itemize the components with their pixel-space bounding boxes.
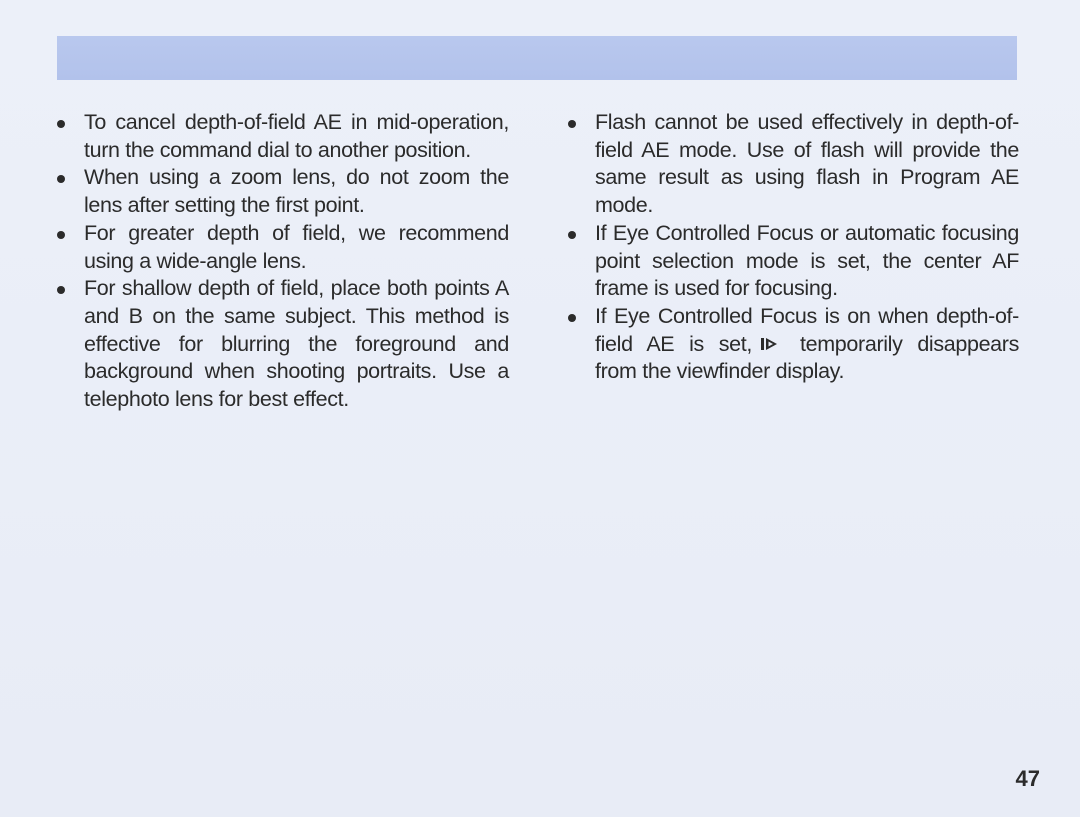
list-item (54, 109, 509, 164)
list-item (54, 220, 509, 275)
bullet-icon (568, 231, 576, 239)
list-item (565, 109, 1019, 220)
bullet-icon (568, 314, 576, 322)
bullet-text: If Eye Controlled Focus or automatic focusing point selection mode is set, the center AF frame is used for focusing. (595, 220, 1019, 301)
bullet-icon (57, 286, 65, 294)
bullet-text: To cancel depth-of-field AE in mid-operation, turn the command dial to another position. (84, 110, 509, 162)
bullet-icon (57, 120, 65, 128)
page-number: 47 (1015, 766, 1040, 791)
bullet-text: For shallow depth of field, place both points A and B on the same subject. This method is effective for blurring the foreground and background when shooting portraits. Use a telephoto lens for best effect. (84, 276, 509, 412)
list-item (565, 220, 1019, 303)
list-item (565, 303, 1019, 386)
list-item (54, 164, 509, 219)
list-item (54, 275, 509, 414)
bullet-text-before-icon: If Eye Controlled Focus is on when depth-of-field AE is set, (595, 303, 1019, 356)
bullet-text: For greater depth of field, we recommend using a wide-angle lens. (84, 220, 509, 273)
bullet-icon (57, 175, 65, 183)
header-band (57, 36, 1017, 80)
left-column (54, 109, 509, 414)
bullet-icon (57, 231, 65, 239)
bullet-icon (568, 120, 576, 128)
bullet-text: When using a zoom lens, do not zoom the lens after setting the first point. (84, 165, 509, 218)
bullet-text-after-icon: temporarily disappears from the viewfinder display. (595, 331, 1019, 384)
bullet-text: Flash cannot be used effectively in depth-of-field AE mode. Use of flash will provide the same result as using flash in Program AE mode. (595, 110, 1019, 218)
right-column (565, 109, 1019, 386)
eye-control-icon (760, 336, 786, 352)
